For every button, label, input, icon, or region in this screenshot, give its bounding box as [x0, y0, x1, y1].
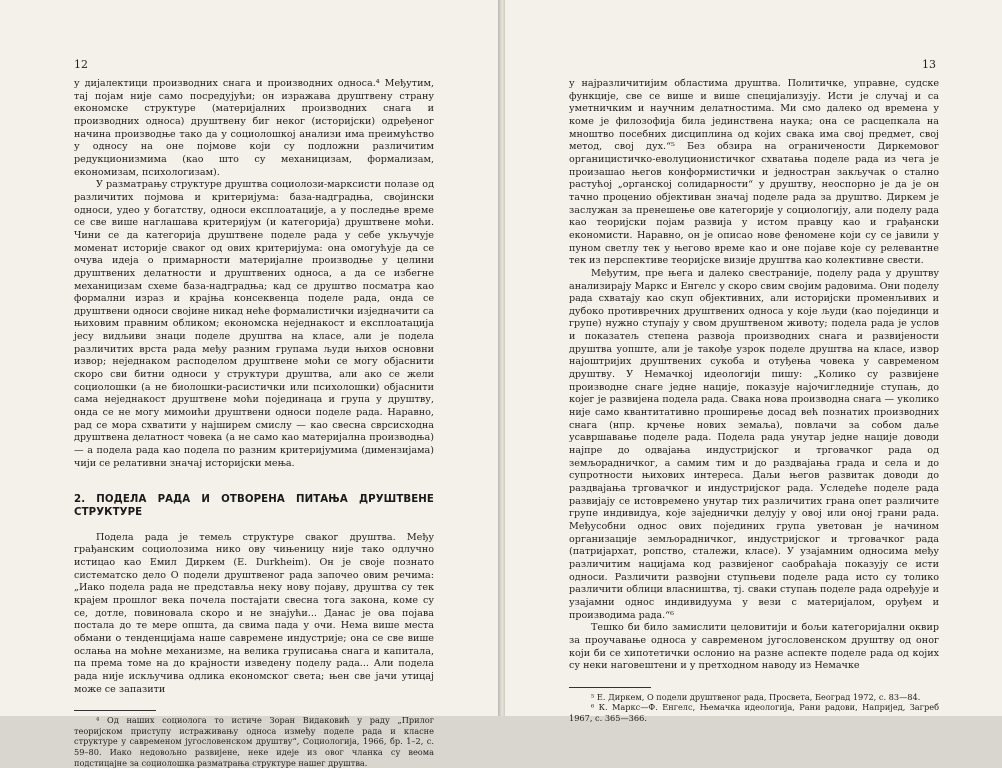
right-page — [505, 0, 1002, 724]
footnote: ⁵ Е. Диркем, О подели друштвеног рада, Просвета, Београд 1972, с. 83—84. — [591, 691, 921, 702]
paragraph: У разматрању структуре друштва социолози-марксисти полазе од различитих појмова и критеријума: база-надградња, својински односи, удео у богатству, односи експлоатације, а у последње време се све више наглашава критеријум (и категорија) друштвене моћи. Чини се да категорија друштвене поделе рада у себе укључује моменат историје сваког од ових критеријума: она омогућује да се очува идеја о примарности материјалне производње у целини друштвених делатности и друштвених односа, а да се избегне механицизам схеме база-надградња; кад се друштво посматра као формални израз и крајња консеквенца поделе рада, онда се друштвени односи својине никад неће формалистички изједначити са њиховим правним обликом; економска неједнакост и експлоатација јесу видљиви знаци поделе друштва на класе, али је подела различитих врста рада међу разним групама људи њихов основни извор; неједнаком расподелом друштвене моћи се могу објаснити скоро сви битни односи у структури друштва, али ако се жели социолошки (а не биолошки-расистички или психолошки) објаснити сама неједнакост друштвене моћи појединаца и група у друштву, онда се не могу мимоићи друштвени односи поделе рада. Наравно, рад се мора схватити у најширем смислу — као свесна сврсисходна друштвена делатност човека (а не само као материјална производња) — а подела рада као подела по разним критеријумима (димензијама) чији се релативни значај историјски мења. — [74, 179, 434, 469]
paragraph: у најразличитијим областима друштва. Политичке, управне, судске функције, све се више и више специјализују. Исти је случај и са уметничким и научним делатностима. Ми смо далеко од времена у коме је филозофија била јединствена наука; она се расцепкала на мноштво посебних дисциплина од којих свака има свој предмет, свој метод, свој дух.“⁵ Без обзира на ограничености Диркемовог органицистичко-еволуционистичког схватања поделе рада из чега је произашао његов конформистички и једностран закључак о стално растућој „органској солидарности“ у друштву, неоспорно је да је он тачно проценио објективан значај поделе рада за друштво. Диркем је заслужан за пренешење ове категорије у социологију, али поделу рада као теоријски појам развија у истом правцу као и грађански економисти. Наравно, он је описао нове феномене који су се јавили у пуном светлу тек у његово време као и оне појаве које су релевантне тек из перспективе теоријске визије друштва као колективне свести. — [569, 78, 939, 267]
paragraph: Подела рада је темељ структуре сваког друштва. Међу грађанским социолозима нико ову чињеницу није тако одлучно истицао као Емил Диркем (E. Durkheim). Он је своје познато систематско дело О подели друштвеног рада започео овим речима: „Иако подела рада не представља неку нову појаву, друштва су тек крајем прошлог века почела постајати свесна тога закона, коме су се, дотле, повиновала скоро и не знајући... Данас је ова појава постала до те мере општа, да свима пада у очи. Нема више места обмани о тенденцијама наше савремене индустрије; она се све више ослања на моћне механизме, на велика груписања снага и капитала, па према томе на до крајности изведену поделу рада... Али подела рада није искључива одлика економског света; њен све јачи утицај може се запазити — [74, 531, 434, 695]
footnote-rule — [569, 687, 651, 688]
footnote: ⁶ К. Маркс—Ф. Енгелс, Њемачка идеологија, Рани радови, Напријед, Загреб 1967, с. 365—366. — [569, 702, 939, 724]
text-column — [569, 78, 939, 724]
left-page — [0, 0, 498, 768]
footnote-rule — [74, 710, 156, 711]
page-number: 13 — [922, 58, 936, 71]
footnote: ⁴ Од наших социолога то истиче Зоран Видаковић у раду „Прилог теоријском приступу истраживању односа између поделе рада и класне структуре у савременом југословенском друштву“, Социологија, 1966, бр. 1–2, с. 59–80. Иако недовољно развијене, неке идеје из овог чланка су веома подстицајне за социолошка разматрања структуре нашег друштва. — [74, 715, 434, 768]
page-number: 12 — [74, 58, 88, 71]
section-heading: 2. ПОДЕЛА РАДА И ОТВОРЕНА ПИТАЊА ДРУШТВЕНЕ СТРУКТУРЕ — [74, 494, 434, 518]
paragraph: у дијалектици производних снага и производних односа.⁴ Међутим, тај појам није само посредујући; он изражава друштвену страну економске структуре (материјалних производних снага и производних односа) друштвену биг неког (историјски) одређеног начина производње тако да у социолошкој анализи има преимућство у односу на оне појмове који су подложни различитим редукционизмима (као што су механицизам, формализам, економизам, психологизам). — [74, 78, 434, 178]
paragraph: Међутим, пре њега и далеко свестраније, поделу рада у друштву анализирају Маркс и Енгелс у скоро свим својим радовима. Они поделу рада схватају као скуп објективних, али историјски променљивих и дубоко противречних друштвених односа у које људи (као појединци и групе) нужно ступају у свом друштвеном животу; подела рада је услов и показатељ степена развоја производних снага и развијености друштва уопште, али је такође узрок поделе друштва на класе, извор најоштријих друштвених сукоба и отуђења човека у савременом друштву. У Немачкој идеологији пишу: „Колико су развијене производне снаге једне нације, показује најочигледније ступањ, до којег је развијена подела рада. Свака нова производна снага — уколико није само квантитативно проширење досад већ познатих производних снага (нпр. крчење нових земаља), повлачи за собом даље усавршавање поделе рада. Подела рада унутар једне нације доводи најпре до одвајања индустријског и трговачког рада од земљорадничког, а самим тим и до раздвајања града и села и до супротности њихових интереса. Даљи његов развитак доводи до раздвајања трговачког и индустријског рада. Уследеће поделе рада развијају се истовремено унутар тих различитих грана опет различите групе индивидуа, које заједнички делују у овој или оној грани рада. Међусобни однос ових појединих група уветован је начином организације земљорадничког, индустријског и трговачког рада (патријархат, ропство, сталежи, класе). У узајамним односима међу различитим нацијама код развијеног саобраћаја показују се исти односи. Различити развојни ступњеви поделе рада исто су толико различити облици власништва, тј. сваки ступањ поделе рада одређује и узајамни однос индивидуума у вези с материјалом, оруђем и производима рада.“⁶ — [569, 267, 939, 621]
paragraph: Тешко би било замислити целовитији и бољи категоријални оквир за проучавање односа у савременом југословенском друштву од оног који би се хипотетички ослонио на разне аспекте поделе рада од којих су неки наговештени и у претходном наводу из Немачке — [569, 622, 939, 672]
text-column — [74, 78, 434, 768]
book-gutter — [498, 0, 505, 716]
